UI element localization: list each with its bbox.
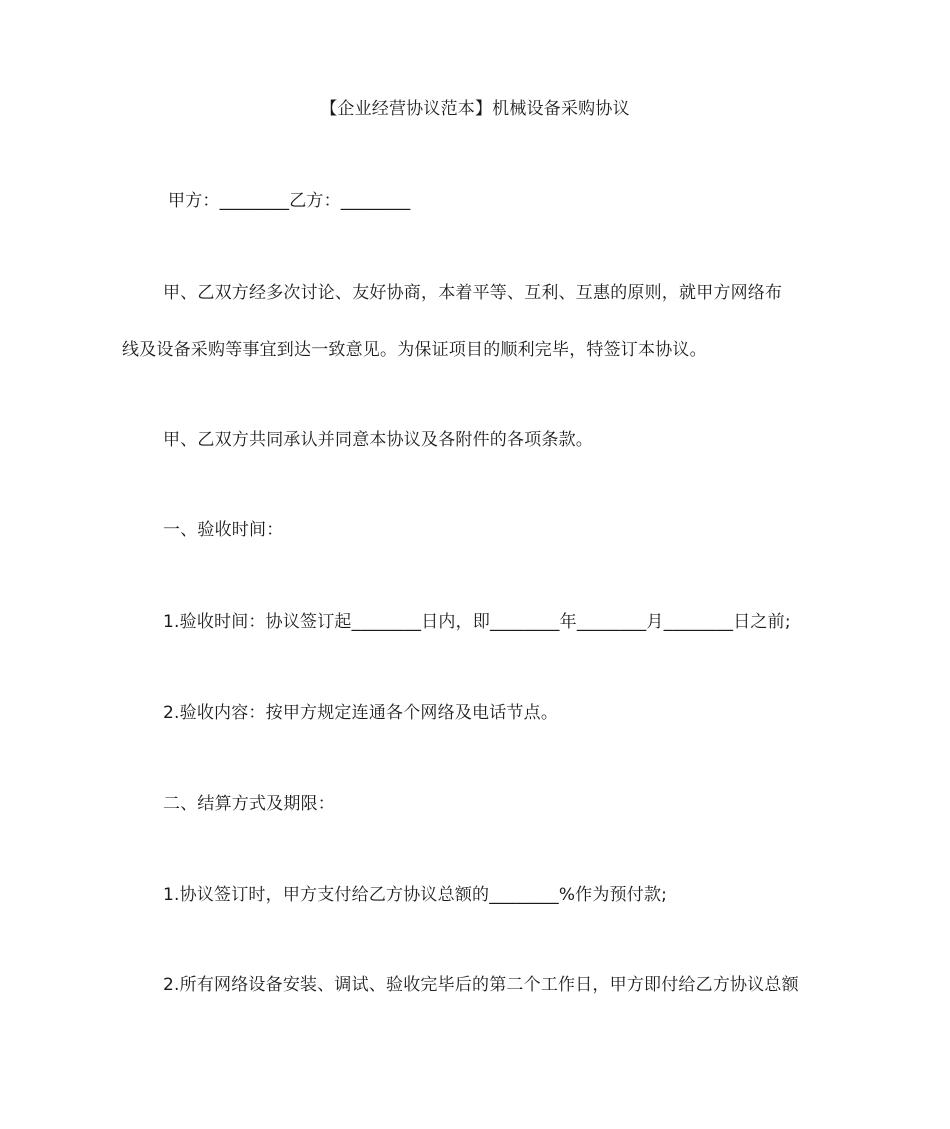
section-1-item-1: 1.验收时间：协议签订起________日内，即________年________月________日之前;: [163, 612, 791, 632]
intro-paragraph-line-2: 线及设备采购等事宜到达一致意见。为保证项目的顺利完毕，特签订本协议。: [122, 340, 707, 360]
section-1-item-2: 2.验收内容：按甲方规定连通各个网络及电话节点。: [163, 703, 559, 723]
section-2-heading: 二、结算方式及期限：: [163, 794, 335, 814]
section-2-item-1: 1.协议签订时，甲方支付给乙方协议总额的________%作为预付款;: [163, 885, 668, 905]
section-2-item-2: 2.所有网络设备安装、调试、验收完毕后的第二个工作日，甲方即付给乙方协议总额: [163, 975, 799, 995]
section-1-heading: 一、验收时间：: [163, 520, 284, 540]
parties-line: 甲方：________乙方：________: [168, 191, 411, 211]
acknowledgement-paragraph: 甲、乙双方共同承认并同意本协议及各附件的各项条款。: [163, 430, 593, 450]
intro-paragraph-line-1: 甲、乙双方经多次讨论、友好协商，本着平等、互利、互惠的原则，就甲方网络布: [163, 283, 783, 303]
document-title: 【企业经营协议范本】机械设备采购协议: [320, 99, 630, 119]
